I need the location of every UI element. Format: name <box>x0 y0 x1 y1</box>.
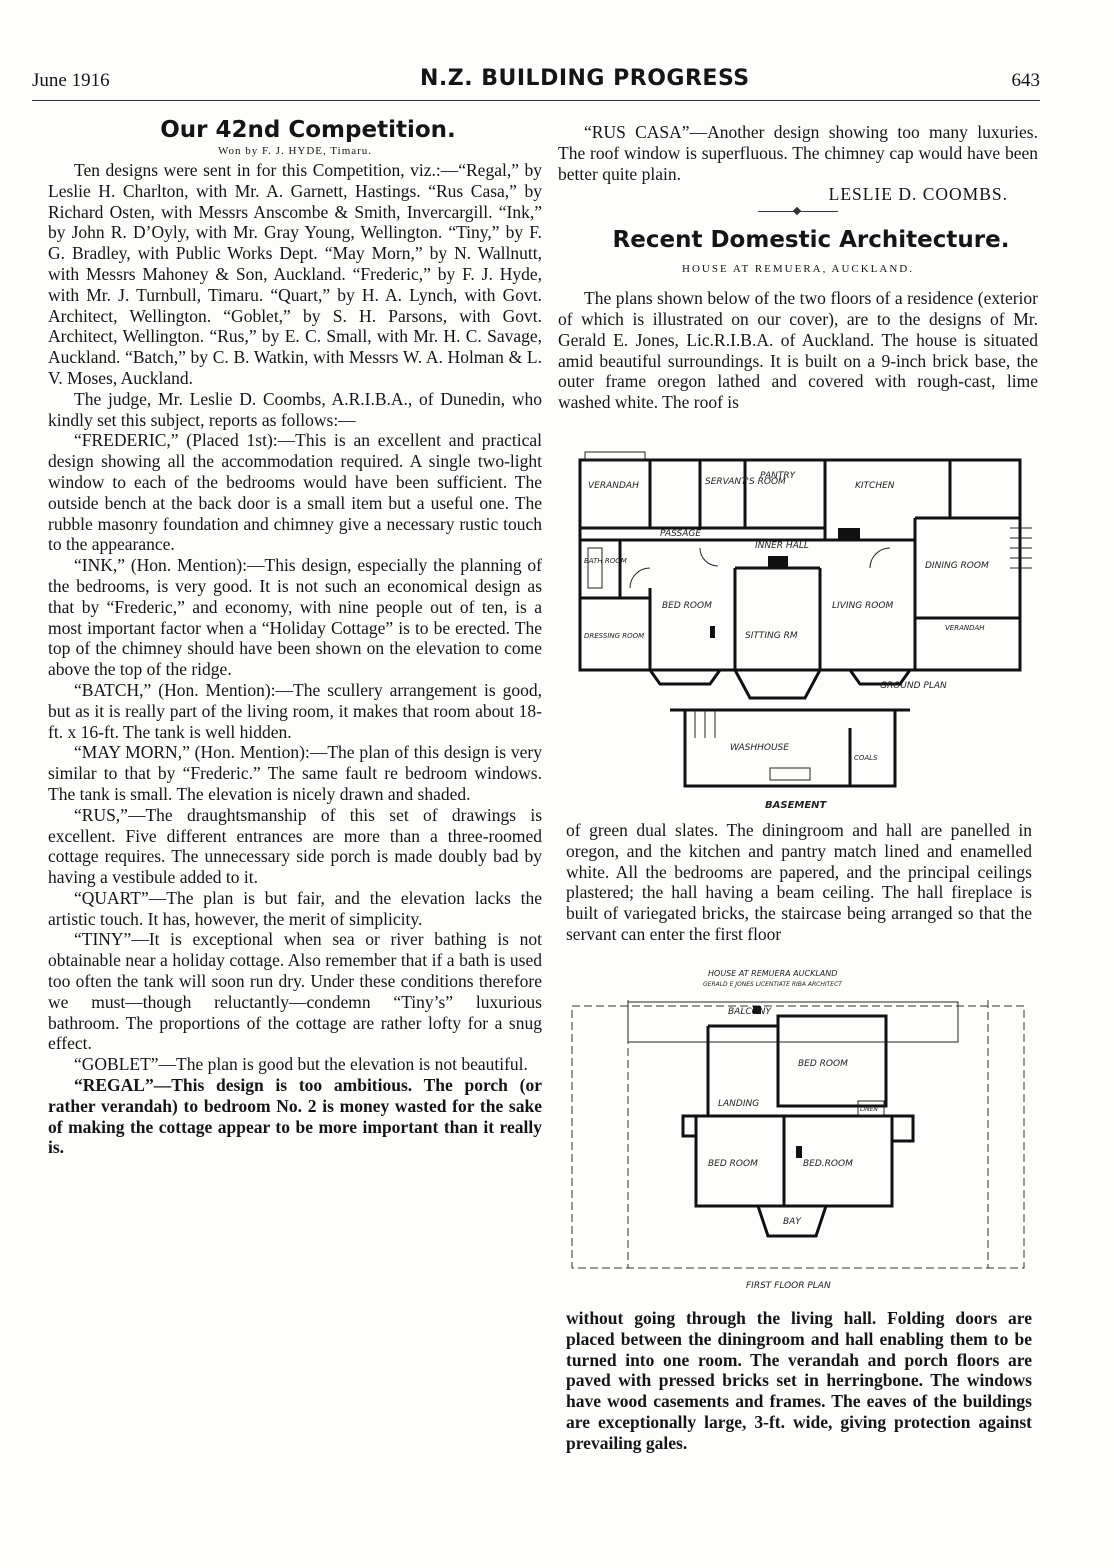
paragraph: “TINY”—It is exceptional when sea or river bathing is not obtainable near a holiday cottage. Also remember that if a bath is used too often the tank will soon run dry. Under these conditions therefore we must—though reluctantly—condemn “Tiny’s” luxurious bathroom. The proportions of the cottage are rather lofty for a snug effect. <box>48 929 542 1054</box>
room-label: VERANDAH <box>588 481 639 491</box>
room-label: PANTRY <box>760 471 796 481</box>
architect-label: GERALD E JONES LICENTIATE RIBA ARCHITECT <box>703 981 842 988</box>
publication-title: N.Z. BUILDING PROGRESS <box>420 66 750 91</box>
room-label: DINING ROOM <box>925 561 989 571</box>
room-label: BED ROOM <box>662 601 712 611</box>
room-label: BED.ROOM <box>803 1159 853 1169</box>
paragraph: “GOBLET”—The plan is good but the elevation is not beautiful. <box>74 1054 528 1075</box>
house-label: HOUSE AT REMUERA AUCKLAND <box>708 969 838 978</box>
basement-caption: BASEMENT <box>765 800 827 811</box>
paragraph: “BATCH,” (Hon. Mention):—The scullery arrangement is good, but as it is really part of the living room, it makes that room about 18-ft. x 16-ft. The tank is well hidden. <box>48 679 542 742</box>
architecture-subtitle: HOUSE AT REMUERA, AUCKLAND. <box>682 263 914 276</box>
room-label: LIVING ROOM <box>832 601 894 611</box>
header-rule <box>32 100 1040 101</box>
paragraph: “REGAL”—This design is too ambitious. The porch (or rather verandah) to bedroom No. 2 is money wasted for the sake of making the cottage appear to be more important than it really is. <box>48 1075 542 1158</box>
ground-plan-caption: GROUND PLAN <box>880 681 947 691</box>
ground-plan-drawing <box>570 448 1034 818</box>
room-label: KITCHEN <box>855 481 895 491</box>
paragraph: of green dual slates. The diningroom and hall are panelled in oregon, and the kitchen and pantry match lined and enamelled white. All the bedrooms are papered, and the principal ceilings plastered; the hall having a beam ceiling. The hall fireplace is built of variegated bricks, the staircase being arranged so that the servant can enter the first floor <box>566 820 1032 944</box>
paragraph: “FREDERIC,” (Placed 1st):—This is an excellent and practical design showing all the accommodation required. A single two-light window to each of the bedrooms would have been sufficient. The outside bench at the back door is a small item but a useful one. The rubble masonry foundation and chimney give a necessary rustic touch to the appearance. <box>48 430 542 555</box>
paragraph: The plans shown below of the two floors of a residence (exterior of which is illustrated on our cover), are to the designs of Mr. Gerald E. Jones, Lic.R.I.B.A. of Auckland. The house is situated amid beautiful surroundings. It is built on a 9-inch brick base, the outer frame oregon lathed and covered with rough-cast, lime washed white. The roof is <box>558 288 1038 413</box>
header-date: June 1916 <box>32 70 110 91</box>
room-label: LINEN <box>860 1106 878 1113</box>
room-label: WASHHOUSE <box>730 743 789 753</box>
right-column-bottom <box>566 1308 1032 1454</box>
room-label: BED ROOM <box>798 1059 848 1069</box>
competition-byline: Won by F. J. HYDE, Timaru. <box>217 145 373 157</box>
room-label: VERANDAH <box>945 624 985 632</box>
page-header <box>32 66 1040 100</box>
competition-column <box>48 116 542 1158</box>
rus-casa-paragraph: “RUS CASA”—Another design showing too many luxuries. The roof window is superfluous. The chimney cap would have been better quite plain. <box>558 122 1038 184</box>
room-label: COALS <box>854 754 878 762</box>
room-label: LANDING <box>718 1099 760 1109</box>
paragraph: The judge, Mr. Leslie D. Coombs, A.R.I.B.A., of Dunedin, who kindly set this subject, reports as follows:— <box>48 388 542 430</box>
architecture-title: Recent Domestic Architecture. <box>612 227 1010 254</box>
paragraph: without going through the living hall. Folding doors are placed between the diningroom and hall enabling them to be turned into one room. The verandah and porch floors are paved with pressed bricks set in herringbone. The windows have wood casements and frames. The eaves of the buildings are exceptionally large, 3-ft. wide, giving protection against prevailing gales. <box>566 1308 1032 1453</box>
first-floor-caption: FIRST FLOOR PLAN <box>746 1281 831 1291</box>
paragraph: “RUS,”—The draughtsmanship of this set of drawings is excellent. Five different entrances are more than a three-roomed cottage requires. The unnecessary side porch is made doubly bad by having a vestibule added to it. <box>48 804 542 888</box>
page-number: 643 <box>1011 70 1040 91</box>
room-label: BALCONY <box>728 1007 771 1017</box>
paragraph: “QUART”—The plan is but fair, and the elevation lacks the artistic touch. It has, however, the merit of simplicity. <box>48 887 542 929</box>
ground-floor-plan <box>570 448 1034 818</box>
room-label: BAY <box>783 1217 801 1227</box>
judge-signature: LESLIE D. COOMBS. <box>828 184 1008 205</box>
right-column-middle <box>566 820 1032 945</box>
paragraph: Ten designs were sent in for this Competition, viz.:—“Regal,” by Leslie H. Charlton, with Mr. A. Garnett, Hastings. “Rus Casa,” by Richard Osten, with Messrs Anscombe & Smith, Invercargill. “Ink,” by John R. D’Oyly, with Mr. Gray Young, Wellington. “Tiny,” by F. G. Bradley, with Public Works Dept. “May Morn,” by N. Wallnutt, with Messrs Mahoney & Son, Auckland. “Frederic,” by F. J. Hyde, with Mr. J. Turnbull, Timaru. “Quart,” by H. A. Lynch, with Govt. Architect, Wellington. “Goblet,” by S. H. Parsons, with Govt. Architect, Wellington. “Rus,” by E. C. Small, with Mr. H. C. Savage, Auckland. “Batch,” by C. B. Watkin, with Messrs W. A. Holman & L. V. Moses, Auckland. <box>48 160 542 388</box>
room-label: SITTING RM <box>745 631 798 641</box>
room-label: PASSAGE <box>660 529 702 539</box>
paragraph: “MAY MORN,” (Hon. Mention):—The plan of this design is very similar to that by “Frederic.” The same fault re bedroom windows. The tank is small. The elevation is nicely drawn and shaded. <box>48 742 542 804</box>
room-label: BED ROOM <box>708 1159 758 1169</box>
first-floor-plan-drawing <box>568 966 1038 1298</box>
room-label: BATH ROOM <box>584 557 627 565</box>
right-column-top <box>558 122 1038 413</box>
room-label: DRESSING ROOM <box>584 632 645 640</box>
first-floor-plan <box>568 966 1038 1298</box>
room-label: INNER HALL <box>755 541 809 551</box>
section-divider <box>758 211 838 212</box>
competition-title: Our 42nd Competition. <box>160 117 456 143</box>
room-label: SERVANT'S ROOM <box>705 477 786 487</box>
paragraph: “INK,” (Hon. Mention):—This design, especially the planning of the bedrooms, is very good. It is not such an economical design as that by “Frederic,” and economy, with nine people out of ten, is a most important factor when a “Holiday Cottage” is to be erected. The top of the chimney should have been shown on the elevation to come above the top of the ridge. <box>48 555 542 680</box>
